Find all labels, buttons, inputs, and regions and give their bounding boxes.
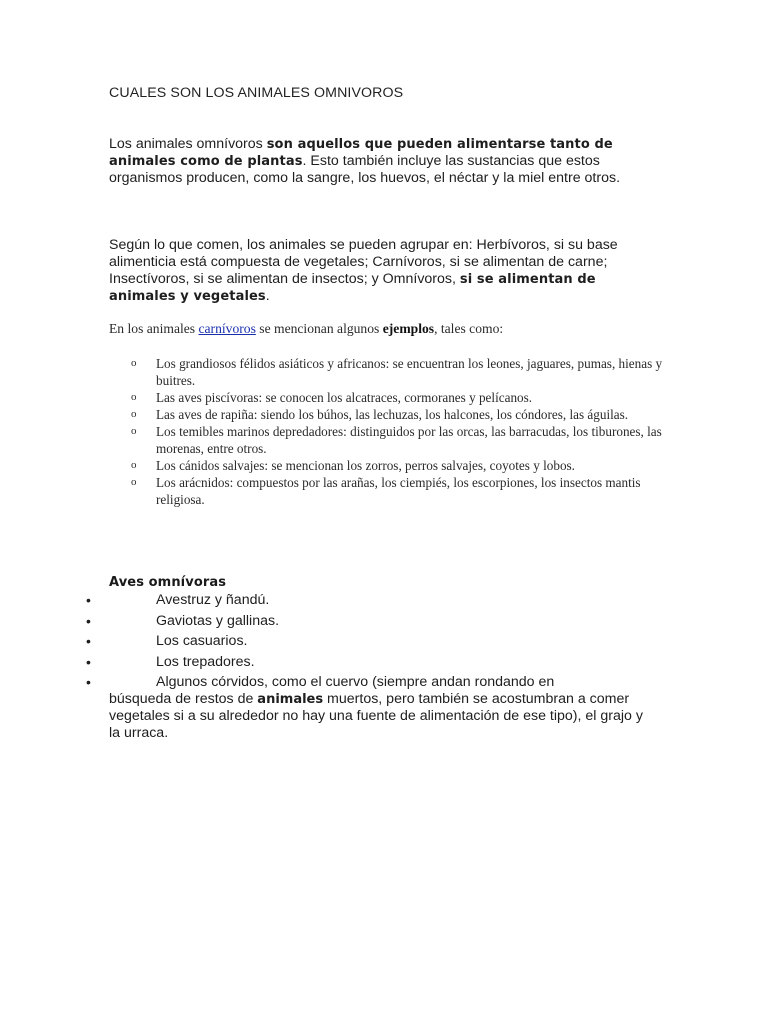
bullet-icon: • bbox=[86, 592, 91, 608]
list-item-text: Los casuarios. bbox=[156, 633, 248, 649]
examples-intro-bold: ejemplos bbox=[382, 321, 435, 336]
carnivore-examples-list bbox=[109, 355, 669, 508]
examples-intro-a: En los animales bbox=[109, 321, 199, 336]
intro-text-a: Los animales omnívoros bbox=[109, 136, 267, 152]
list-item-text: Avestruz y ñandú. bbox=[156, 592, 270, 608]
examples-intro-b: se mencionan algunos bbox=[255, 321, 383, 336]
list-item-text: Gaviotas y gallinas. bbox=[156, 612, 280, 629]
list-item-text: Los cánidos salvajes: se mencionan los zorros, perros salvajes, coyotes y lobos. bbox=[156, 458, 575, 473]
hollow-bullet-icon: o bbox=[131, 391, 137, 403]
intro-text-c: . Esto también incluye las sustancias que estos organismos producen, como la sangre, los huevos, el néctar y la miel entre otros. bbox=[109, 153, 621, 186]
list-item bbox=[109, 474, 669, 508]
continuation-text-bold: animales bbox=[257, 692, 324, 707]
hollow-bullet-icon: o bbox=[131, 425, 137, 437]
list-item bbox=[0, 613, 768, 634]
examples-intro-c: , tales como: bbox=[434, 321, 504, 336]
list-item bbox=[0, 674, 768, 742]
list-item-continuation bbox=[109, 691, 649, 742]
list-item bbox=[0, 633, 768, 654]
list-item bbox=[109, 406, 669, 423]
list-item bbox=[0, 592, 768, 613]
list-item-text: Los arácnidos: compuestos por las arañas, los ciempiés, los escorpiones, los insectos mantis religiosa. bbox=[156, 475, 641, 507]
carnivoros-link[interactable]: carnívoros bbox=[198, 321, 256, 336]
list-item-text: Algunos córvidos, como el cuervo (siempre andan rondando en bbox=[156, 674, 555, 690]
hollow-bullet-icon: o bbox=[131, 476, 137, 488]
examples-intro bbox=[109, 320, 669, 337]
bullet-icon: • bbox=[86, 674, 91, 690]
continuation-text-a: búsqueda de restos de bbox=[109, 691, 258, 707]
classification-paragraph bbox=[109, 237, 661, 305]
list-item bbox=[0, 654, 768, 675]
list-item bbox=[109, 423, 669, 457]
hollow-bullet-icon: o bbox=[131, 459, 137, 471]
intro-paragraph bbox=[109, 136, 661, 187]
intro-text-bold: son aquellos que pueden alimentarse tanto de animales como de plantas bbox=[109, 137, 613, 169]
list-item-text: Las aves de rapiña: siendo los búhos, las lechuzas, los halcones, los cóndores, las águilas. bbox=[156, 407, 629, 422]
list-item-text: Los temibles marinos depredadores: distinguidos por las orcas, las barracudas, los tiburones, las morenas, entre otros. bbox=[156, 424, 662, 456]
classification-text-a: Según lo que comen, los animales se pueden agrupar en: Herbívoros, si su base alimenticia está compuesta de vegetales; Carnívoros, si se alimentan de carne; Insectívoros, si se alimentan de insectos; y Omnívoros, bbox=[109, 237, 618, 287]
list-item bbox=[109, 457, 669, 474]
list-item-text: Los grandiosos félidos asiáticos y africanos: se encuentran los leones, jaguares, pumas, hienas y buitres. bbox=[156, 356, 663, 388]
classification-text-c: . bbox=[265, 288, 270, 304]
hollow-bullet-icon: o bbox=[131, 357, 137, 369]
bullet-icon: • bbox=[86, 633, 91, 649]
omnivorous-birds-heading: Aves omnívoras bbox=[109, 575, 227, 590]
list-item-text: Las aves piscívoras: se conocen los alcatraces, cormoranes y pelícanos. bbox=[156, 390, 533, 405]
bullet-icon: • bbox=[86, 612, 91, 629]
hollow-bullet-icon: o bbox=[131, 408, 137, 420]
list-item bbox=[109, 389, 669, 406]
omnivorous-birds-list bbox=[0, 592, 768, 742]
list-item-text: Los trepadores. bbox=[156, 653, 255, 670]
classification-text-bold: si se alimentan de animales y vegetales bbox=[109, 272, 596, 304]
list-item bbox=[109, 355, 669, 389]
bullet-icon: • bbox=[86, 653, 91, 670]
continuation-text-b: muertos, pero también se acostumbran a comer vegetales si a su alrededor no hay una fuente de alimentación de ese tipo), el grajo y la urraca. bbox=[109, 691, 643, 741]
document-title: CUALES SON LOS ANIMALES OMNIVOROS bbox=[109, 85, 404, 101]
